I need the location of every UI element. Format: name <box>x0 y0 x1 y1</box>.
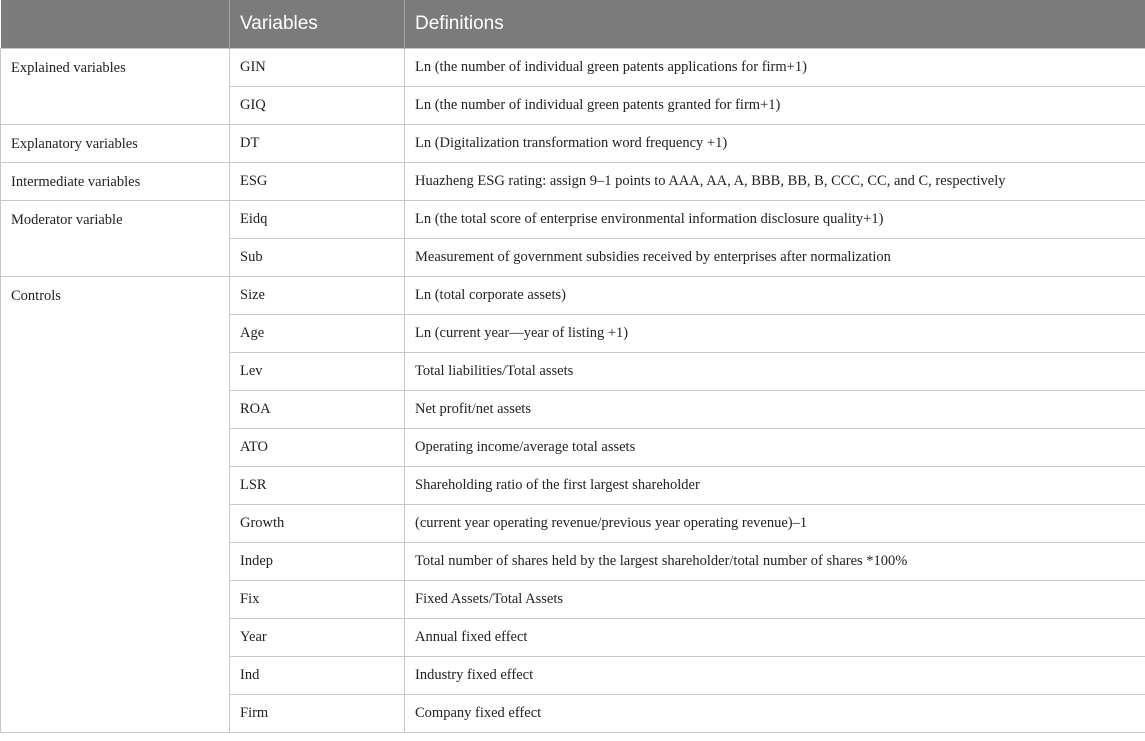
group-label: Explanatory variables <box>1 124 230 162</box>
header-variables: Variables <box>230 0 405 48</box>
header-row <box>1 0 1145 48</box>
group-label: Intermediate variables <box>1 162 230 200</box>
definition-cell: Ln (Digitalization transformation word frequency +1) <box>405 124 1145 162</box>
table-row <box>1 200 1145 238</box>
variable-cell: DT <box>230 124 405 162</box>
variable-cell: Fix <box>230 580 405 618</box>
variable-cell: ATO <box>230 428 405 466</box>
definition-cell: Measurement of government subsidies received by enterprises after normalization <box>405 238 1145 276</box>
definition-cell: Total number of shares held by the largest shareholder/total number of shares *100% <box>405 542 1145 580</box>
variable-cell: Lev <box>230 352 405 390</box>
definition-cell: Annual fixed effect <box>405 618 1145 656</box>
definition-cell: Shareholding ratio of the first largest shareholder <box>405 466 1145 504</box>
variable-cell: LSR <box>230 466 405 504</box>
header-definitions: Definitions <box>405 0 1145 48</box>
variable-cell: Eidq <box>230 200 405 238</box>
table-row <box>1 48 1145 86</box>
table-header <box>1 0 1145 48</box>
definition-cell: Ln (current year—year of listing +1) <box>405 314 1145 352</box>
variable-cell: Ind <box>230 656 405 694</box>
table-row <box>1 124 1145 162</box>
table-row <box>1 276 1145 314</box>
header-category <box>1 0 230 48</box>
definition-cell: Huazheng ESG rating: assign 9–1 points to AAA, AA, A, BBB, BB, B, CCC, CC, and C, respectively <box>405 162 1145 200</box>
variable-cell: GIN <box>230 48 405 86</box>
definition-cell: Ln (the total score of enterprise environmental information disclosure quality+1) <box>405 200 1145 238</box>
variable-cell: Indep <box>230 542 405 580</box>
variable-cell: GIQ <box>230 86 405 124</box>
variable-cell: Sub <box>230 238 405 276</box>
table-row <box>1 162 1145 200</box>
variable-cell: Firm <box>230 694 405 732</box>
group-label: Explained variables <box>1 48 230 124</box>
definition-cell: Ln (total corporate assets) <box>405 276 1145 314</box>
table-body <box>1 48 1145 732</box>
variable-cell: Size <box>230 276 405 314</box>
variable-cell: Age <box>230 314 405 352</box>
variable-cell: Year <box>230 618 405 656</box>
group-label: Moderator variable <box>1 200 230 276</box>
definition-cell: Total liabilities/Total assets <box>405 352 1145 390</box>
definition-cell: Operating income/average total assets <box>405 428 1145 466</box>
definition-cell: Company fixed effect <box>405 694 1145 732</box>
variable-cell: ROA <box>230 390 405 428</box>
definition-cell: Fixed Assets/Total Assets <box>405 580 1145 618</box>
definition-cell: Industry fixed effect <box>405 656 1145 694</box>
variable-cell: ESG <box>230 162 405 200</box>
variable-cell: Growth <box>230 504 405 542</box>
definition-cell: Ln (the number of individual green patents applications for firm+1) <box>405 48 1145 86</box>
definition-cell: Ln (the number of individual green patents granted for firm+1) <box>405 86 1145 124</box>
definition-cell: Net profit/net assets <box>405 390 1145 428</box>
group-label: Controls <box>1 276 230 732</box>
definition-cell: (current year operating revenue/previous year operating revenue)–1 <box>405 504 1145 542</box>
